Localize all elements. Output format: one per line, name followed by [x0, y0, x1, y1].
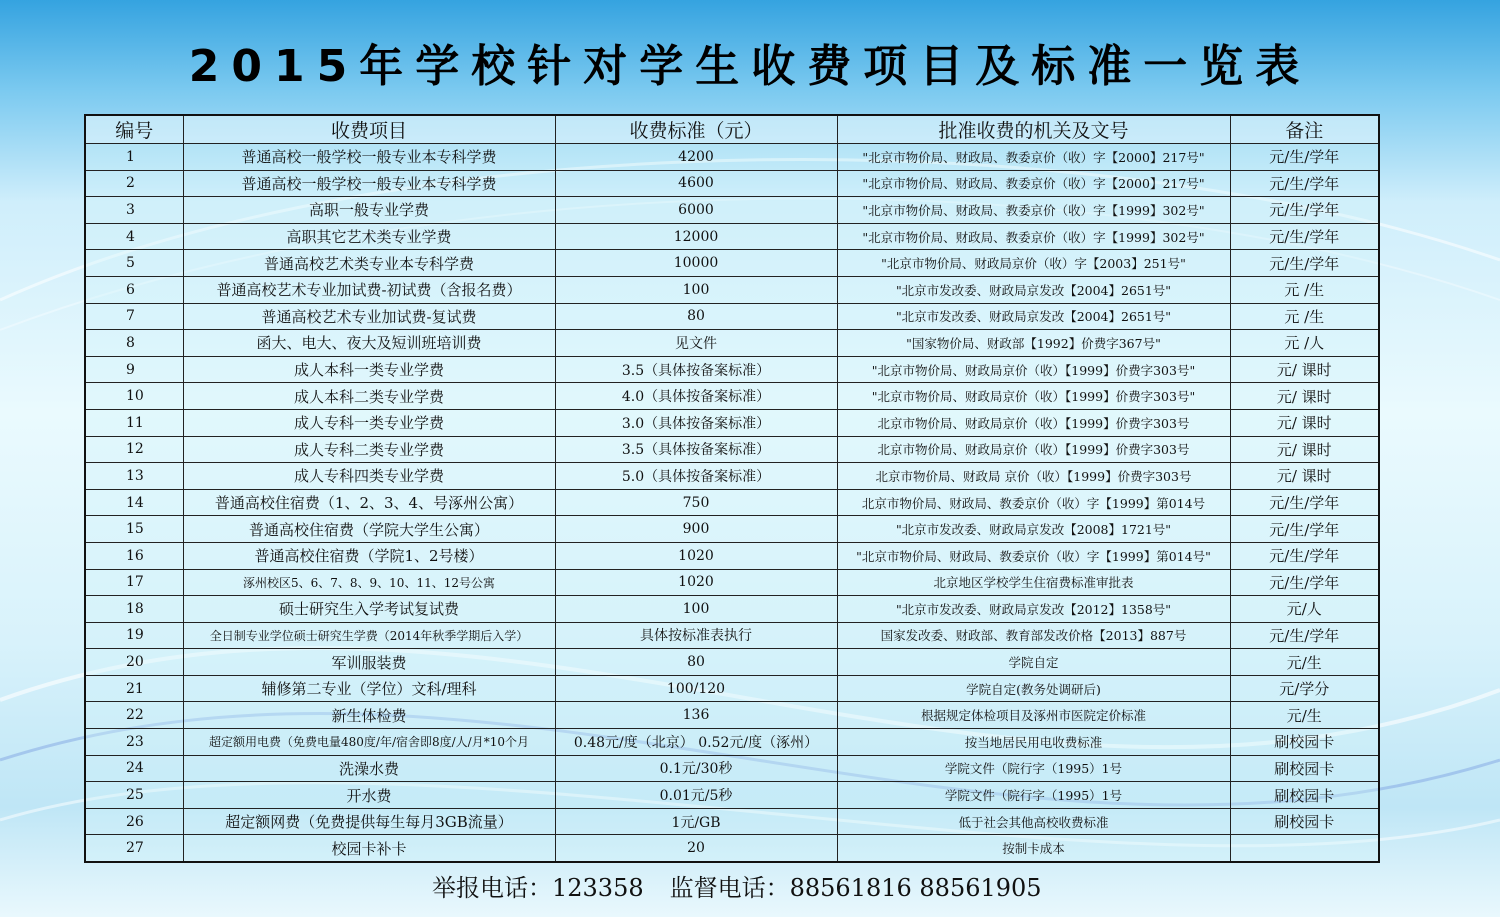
fee-standard: 750: [555, 489, 837, 516]
approval-authority: "北京市发改委、财政局京发改【2008】1721号": [837, 516, 1230, 543]
approval-authority: "北京市物价局、财政局京价（收）【1999】价费字303号": [837, 383, 1230, 410]
fee-note: 元/ 课时: [1230, 383, 1379, 410]
fee-standard: 4200: [555, 144, 837, 171]
approval-authority: 学院自定(教务处调研后): [837, 675, 1230, 702]
table-row: [85, 489, 1379, 516]
fee-item: 超定额用电费（免费电量480度/年/宿舍即8度/人/月*10个月: [183, 729, 555, 756]
approval-authority: "北京市发改委、财政局京发改【2004】2651号": [837, 276, 1230, 303]
fee-item: 成人专科四类专业学费: [183, 463, 555, 490]
row-number: 11: [85, 409, 183, 436]
table-row: [85, 782, 1379, 809]
fee-item: 涿州校区5、6、7、8、9、10、11、12号公寓: [183, 569, 555, 596]
fee-item: 高职其它艺术类专业学费: [183, 223, 555, 250]
table-row: [85, 330, 1379, 357]
approval-authority: 北京地区学校学生住宿费标准审批表: [837, 569, 1230, 596]
fee-item: 普通高校艺术专业加试费-初试费（含报名费）: [183, 276, 555, 303]
fee-standard: 900: [555, 516, 837, 543]
table-row: [85, 729, 1379, 756]
fee-item: 全日制专业学位硕士研究生学费（2014年秋季学期后入学）: [183, 622, 555, 649]
fee-note: 刷校园卡: [1230, 808, 1379, 835]
fee-item: 函大、电大、夜大及短训班培训费: [183, 330, 555, 357]
fee-note: 元/生/学年: [1230, 144, 1379, 171]
fee-standard: 3.0（具体按备案标准）: [555, 409, 837, 436]
fee-standard: 10000: [555, 250, 837, 277]
fee-note: 元/生/学年: [1230, 170, 1379, 197]
fee-standard: 80: [555, 303, 837, 330]
fee-standard: 4600: [555, 170, 837, 197]
fee-standard: 100/120: [555, 675, 837, 702]
row-number: 6: [85, 276, 183, 303]
column-header-standard: 收费标准（元）: [555, 115, 837, 144]
approval-authority: 国家发改委、财政部、教育部发改价格【2013】887号: [837, 622, 1230, 649]
fee-item: 普通高校艺术类专业本专科学费: [183, 250, 555, 277]
fee-item: 成人专科二类专业学费: [183, 436, 555, 463]
fee-item: 普通高校住宿费（1、2、3、4、号涿州公寓）: [183, 489, 555, 516]
table-row: [85, 569, 1379, 596]
fee-item: 新生体检费: [183, 702, 555, 729]
approval-authority: "北京市发改委、财政局京发改【2012】1358号": [837, 596, 1230, 623]
approval-authority: 按当地居民用电收费标准: [837, 729, 1230, 756]
fee-note: 元/ 课时: [1230, 409, 1379, 436]
fee-standard: 100: [555, 276, 837, 303]
fee-note: 元/人: [1230, 596, 1379, 623]
approval-authority: 按制卡成本: [837, 835, 1230, 862]
row-number: 8: [85, 330, 183, 357]
fee-note: [1230, 835, 1379, 862]
fee-item: 普通高校一般学校一般专业本专科学费: [183, 170, 555, 197]
fee-note: 元/生/学年: [1230, 542, 1379, 569]
fee-item: 洗澡水费: [183, 755, 555, 782]
fee-note: 刷校园卡: [1230, 729, 1379, 756]
column-header-note: 备注: [1230, 115, 1379, 144]
fee-item: 普通高校住宿费（学院大学生公寓）: [183, 516, 555, 543]
approval-authority: 低于社会其他高校收费标准: [837, 808, 1230, 835]
fee-standard: 具体按标准表执行: [555, 622, 837, 649]
row-number: 18: [85, 596, 183, 623]
fee-standard: 100: [555, 596, 837, 623]
table-row: [85, 675, 1379, 702]
row-number: 20: [85, 649, 183, 676]
row-number: 1: [85, 144, 183, 171]
fee-note: 元 /人: [1230, 330, 1379, 357]
fee-item: 成人本科二类专业学费: [183, 383, 555, 410]
row-number: 12: [85, 436, 183, 463]
row-number: 10: [85, 383, 183, 410]
approval-authority: 学院文件（院行字（1995）1号: [837, 782, 1230, 809]
approval-authority: "北京市物价局、财政局京价（收）【1999】价费字303号": [837, 356, 1230, 383]
supervise-phone: 监督电话：88561816 88561905: [669, 874, 1042, 902]
fee-standard: 0.48元/度（北京） 0.52元/度（涿州）: [555, 729, 837, 756]
fee-standard: 见文件: [555, 330, 837, 357]
fee-note: 元/生/学年: [1230, 569, 1379, 596]
table-row: [85, 835, 1379, 862]
fee-standard: 5.0（具体按备案标准）: [555, 463, 837, 490]
fee-note: 刷校园卡: [1230, 782, 1379, 809]
row-number: 24: [85, 755, 183, 782]
fee-standard: 80: [555, 649, 837, 676]
table-row: [85, 622, 1379, 649]
fee-item: 开水费: [183, 782, 555, 809]
table-header-row: [85, 115, 1379, 144]
fee-item: 高职一般专业学费: [183, 197, 555, 224]
row-number: 9: [85, 356, 183, 383]
row-number: 25: [85, 782, 183, 809]
report-phone: 举报电话：123358: [432, 874, 644, 902]
table-row: [85, 542, 1379, 569]
fee-standard: 12000: [555, 223, 837, 250]
row-number: 14: [85, 489, 183, 516]
approval-authority: "北京市物价局、财政局、教委京价（收）字【2000】217号": [837, 144, 1230, 171]
table-row: [85, 436, 1379, 463]
fee-note: 元/ 课时: [1230, 463, 1379, 490]
table-row: [85, 463, 1379, 490]
row-number: 7: [85, 303, 183, 330]
row-number: 26: [85, 808, 183, 835]
fee-standard: 6000: [555, 197, 837, 224]
table-row: [85, 144, 1379, 171]
fee-note: 元/生: [1230, 702, 1379, 729]
table-row: [85, 303, 1379, 330]
fee-note: 元 /生: [1230, 303, 1379, 330]
fee-note: 元/生/学年: [1230, 622, 1379, 649]
fee-standard: 1元/GB: [555, 808, 837, 835]
fee-item: 军训服装费: [183, 649, 555, 676]
fee-note: 元 /生: [1230, 276, 1379, 303]
fee-note: 元/生: [1230, 649, 1379, 676]
table-row: [85, 516, 1379, 543]
row-number: 27: [85, 835, 183, 862]
approval-authority: 北京市物价局、财政局 京价（收）【1999】价费字303号: [837, 463, 1230, 490]
table-row: [85, 276, 1379, 303]
approval-authority: "北京市物价局、财政局、教委京价（收）字【2000】217号": [837, 170, 1230, 197]
row-number: 23: [85, 729, 183, 756]
fee-note: 元/ 课时: [1230, 436, 1379, 463]
row-number: 3: [85, 197, 183, 224]
row-number: 2: [85, 170, 183, 197]
fee-standard: 1020: [555, 542, 837, 569]
approval-authority: "北京市发改委、财政局京发改【2004】2651号": [837, 303, 1230, 330]
row-number: 13: [85, 463, 183, 490]
fee-table: [84, 114, 1380, 863]
fee-note: 元/生/学年: [1230, 516, 1379, 543]
row-number: 15: [85, 516, 183, 543]
approval-authority: "北京市物价局、财政局、教委京价（收）字【1999】302号": [837, 223, 1230, 250]
page-title: 2015年学校针对学生收费项目及标准一览表: [188, 41, 1312, 92]
approval-authority: 北京市物价局、财政局京价（收）【1999】价费字303号: [837, 409, 1230, 436]
approval-authority: 学院文件（院行字（1995）1号: [837, 755, 1230, 782]
table-body: [85, 144, 1379, 863]
approval-authority: 学院自定: [837, 649, 1230, 676]
fee-note: 元/生/学年: [1230, 250, 1379, 277]
fee-item: 硕士研究生入学考试复试费: [183, 596, 555, 623]
contact-footer: [432, 868, 1068, 903]
fee-note: 元/生/学年: [1230, 197, 1379, 224]
row-number: 19: [85, 622, 183, 649]
fee-note: 元/生/学年: [1230, 489, 1379, 516]
fee-standard: 0.1元/30秒: [555, 755, 837, 782]
table-row: [85, 596, 1379, 623]
fee-item: 成人专科一类专业学费: [183, 409, 555, 436]
approval-authority: 北京市物价局、财政局京价（收）【1999】价费字303号: [837, 436, 1230, 463]
approval-authority: "北京市物价局、财政局、教委京价（收）字【1999】302号": [837, 197, 1230, 224]
approval-authority: 北京市物价局、财政局、教委京价（收）字【1999】第014号: [837, 489, 1230, 516]
approval-authority: "北京市物价局、财政局京价（收）字【2003】251号": [837, 250, 1230, 277]
row-number: 17: [85, 569, 183, 596]
fee-standard: 20: [555, 835, 837, 862]
column-header-authority: 批准收费的机关及文号: [837, 115, 1230, 144]
fee-standard: 4.0（具体按备案标准）: [555, 383, 837, 410]
row-number: 22: [85, 702, 183, 729]
approval-authority: "国家物价局、财政部【1992】价费字367号": [837, 330, 1230, 357]
fee-standard: 0.01元/5秒: [555, 782, 837, 809]
approval-authority: "北京市物价局、财政局、教委京价（收）字【1999】第014号": [837, 542, 1230, 569]
table-row: [85, 223, 1379, 250]
fee-note: 元/学分: [1230, 675, 1379, 702]
fee-item: 超定额网费（免费提供每生每月3GB流量）: [183, 808, 555, 835]
column-header-number: 编号: [85, 115, 183, 144]
approval-authority: 根据规定体检项目及涿州市医院定价标准: [837, 702, 1230, 729]
fee-item: 普通高校艺术专业加试费-复试费: [183, 303, 555, 330]
column-header-item: 收费项目: [183, 115, 555, 144]
table-row: [85, 755, 1379, 782]
table-row: [85, 702, 1379, 729]
table-row: [85, 383, 1379, 410]
row-number: 4: [85, 223, 183, 250]
fee-note: 元/ 课时: [1230, 356, 1379, 383]
fee-standard: 136: [555, 702, 837, 729]
row-number: 5: [85, 250, 183, 277]
fee-item: 成人本科一类专业学费: [183, 356, 555, 383]
table-row: [85, 356, 1379, 383]
fee-standard: 3.5（具体按备案标准）: [555, 436, 837, 463]
fee-item: 辅修第二专业（学位）文科/理科: [183, 675, 555, 702]
row-number: 16: [85, 542, 183, 569]
fee-item: 校园卡补卡: [183, 835, 555, 862]
table-row: [85, 409, 1379, 436]
table-row: [85, 197, 1379, 224]
row-number: 21: [85, 675, 183, 702]
fee-note: 刷校园卡: [1230, 755, 1379, 782]
table-row: [85, 808, 1379, 835]
fee-item: 普通高校住宿费（学院1、2号楼）: [183, 542, 555, 569]
table-row: [85, 170, 1379, 197]
table-row: [85, 649, 1379, 676]
table-row: [85, 250, 1379, 277]
fee-note: 元/生/学年: [1230, 223, 1379, 250]
fee-item: 普通高校一般学校一般专业本专科学费: [183, 144, 555, 171]
fee-standard: 1020: [555, 569, 837, 596]
fee-standard: 3.5（具体按备案标准）: [555, 356, 837, 383]
